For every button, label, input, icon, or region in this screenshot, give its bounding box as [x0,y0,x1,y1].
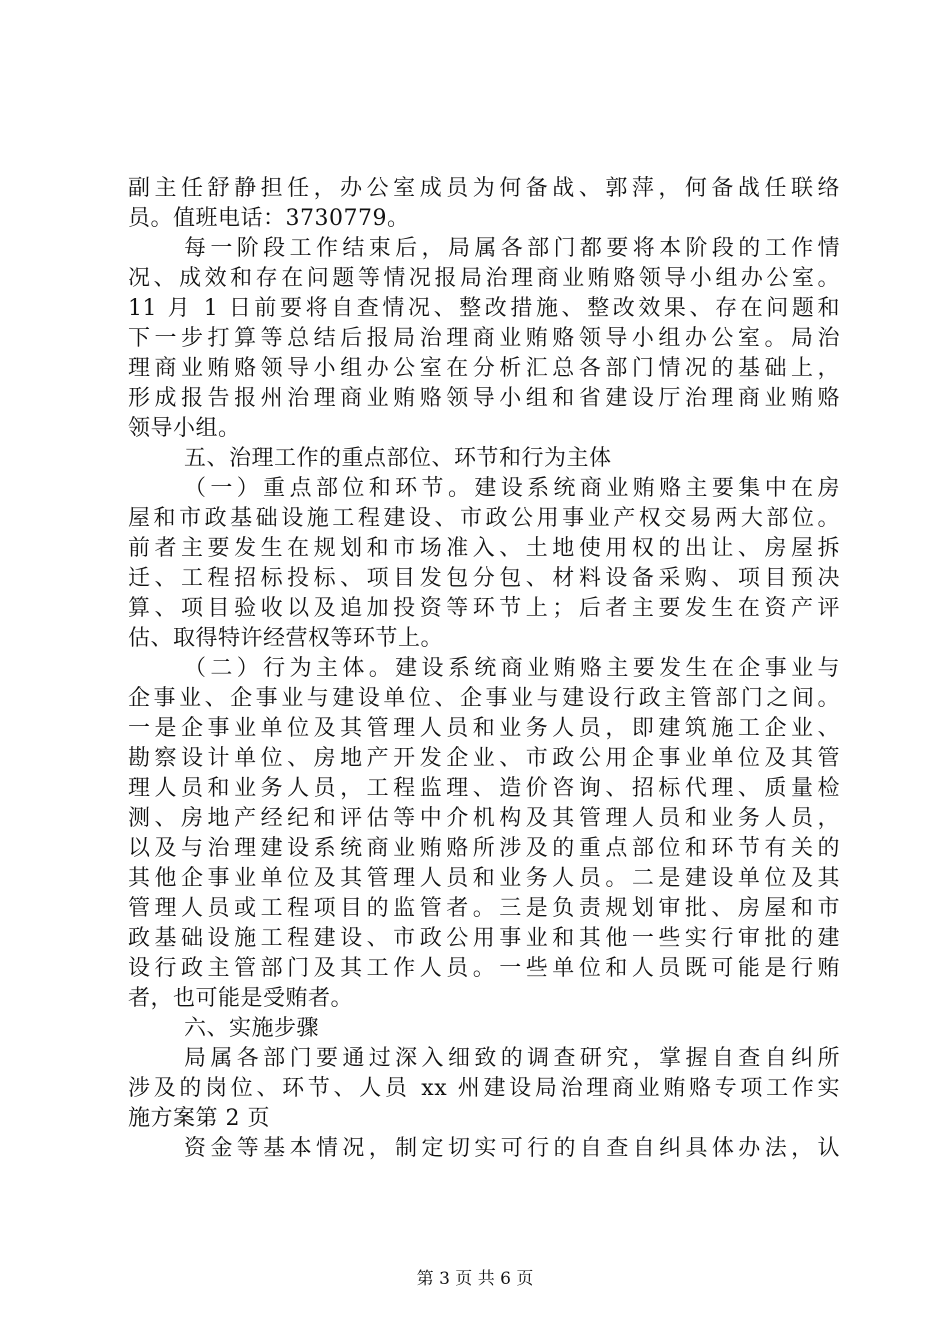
text-line: 六、实施步骤 [184,1016,320,1041]
text-line: 迁、工程招标投标、项目发包分包、材料设备采购、项目预决 [128,566,840,591]
text-line: 每一阶段工作结束后，局属各部门都要将本阶段的工作情 [184,236,840,261]
text-line: 涉及的岗位、环节、人员 xx 州建设局治理商业贿赂专项工作实 [128,1076,840,1101]
text-line: 资金等基本情况，制定切实可行的自查自纠具体办法，认 [184,1136,840,1161]
text-line: 其他企事业单位及其管理人员和业务人员。二是建设单位及其 [128,866,840,891]
text-line: （二）行为主体。建设系统商业贿赂主要发生在企事业与 [184,656,840,681]
text-line: 五、治理工作的重点部位、环节和行为主体 [184,446,612,471]
text-line: 一是企事业单位及其管理人员和业务人员，即建筑施工企业、 [128,716,840,741]
text-line: 估、取得特许经营权等环节上。 [128,626,444,651]
text-line: 管理人员或工程项目的监管者。三是负责规划审批、房屋和市 [128,896,840,921]
text-line: 下一步打算等总结后报局治理商业贿赂领导小组办公室。局治 [128,326,840,351]
text-line: 算、项目验收以及追加投资等环节上；后者主要发生在资产评 [128,596,840,621]
text-line: 政基础设施工程建设、市政公用事业和其他一些实行审批的建 [128,926,840,951]
text-line: 局属各部门要通过深入细致的调查研究，掌握自查自纠所 [184,1046,840,1071]
text-line: 况、成效和存在问题等情况报局治理商业贿赂领导小组办公室。 [128,266,840,291]
text-line: 屋和市政基础设施工程建设、市政公用事业产权交易两大部位。 [128,506,840,531]
text-line: 勘察设计单位、房地产开发企业、市政公用企事业单位及其管 [128,746,840,771]
text-line: 设行政主管部门及其工作人员。一些单位和人员既可能是行贿 [128,956,840,981]
text-line: 者，也可能是受贿者。 [128,986,354,1011]
text-line: 形成报告报州治理商业贿赂领导小组和省建设厅治理商业贿赂 [128,386,840,411]
text-line: 测、房地产经纪和评估等中介机构及其管理人员和业务人员， [128,806,840,831]
text-line: （一）重点部位和环节。建设系统商业贿赂主要集中在房 [184,476,840,501]
page-footer: 第 3 页 共 6 页 [416,1269,534,1289]
text-line: 领导小组。 [128,416,241,441]
text-line: 企事业、企事业与建设单位、企事业与建设行政主管部门之间。 [128,686,840,711]
text-line: 前者主要发生在规划和市场准入、土地使用权的出让、房屋拆 [128,536,840,561]
body-text [128,174,840,1164]
text-line: 以及与治理建设系统商业贿赂所涉及的重点部位和环节有关的 [128,836,840,861]
text-line: 11 月 1 日前要将自查情况、整改措施、整改效果、存在问题和 [128,296,840,321]
text-line: 员。值班电话：3730779。 [128,206,410,231]
text-line: 理人员和业务人员，工程监理、造价咨询、招标代理、质量检 [128,776,840,801]
text-line: 副主任舒静担任，办公室成员为何备战、郭萍，何备战任联络 [128,176,840,201]
text-line: 施方案第 2 页 [128,1106,270,1131]
text-line: 理商业贿赂领导小组办公室在分析汇总各部门情况的基础上， [128,356,840,381]
